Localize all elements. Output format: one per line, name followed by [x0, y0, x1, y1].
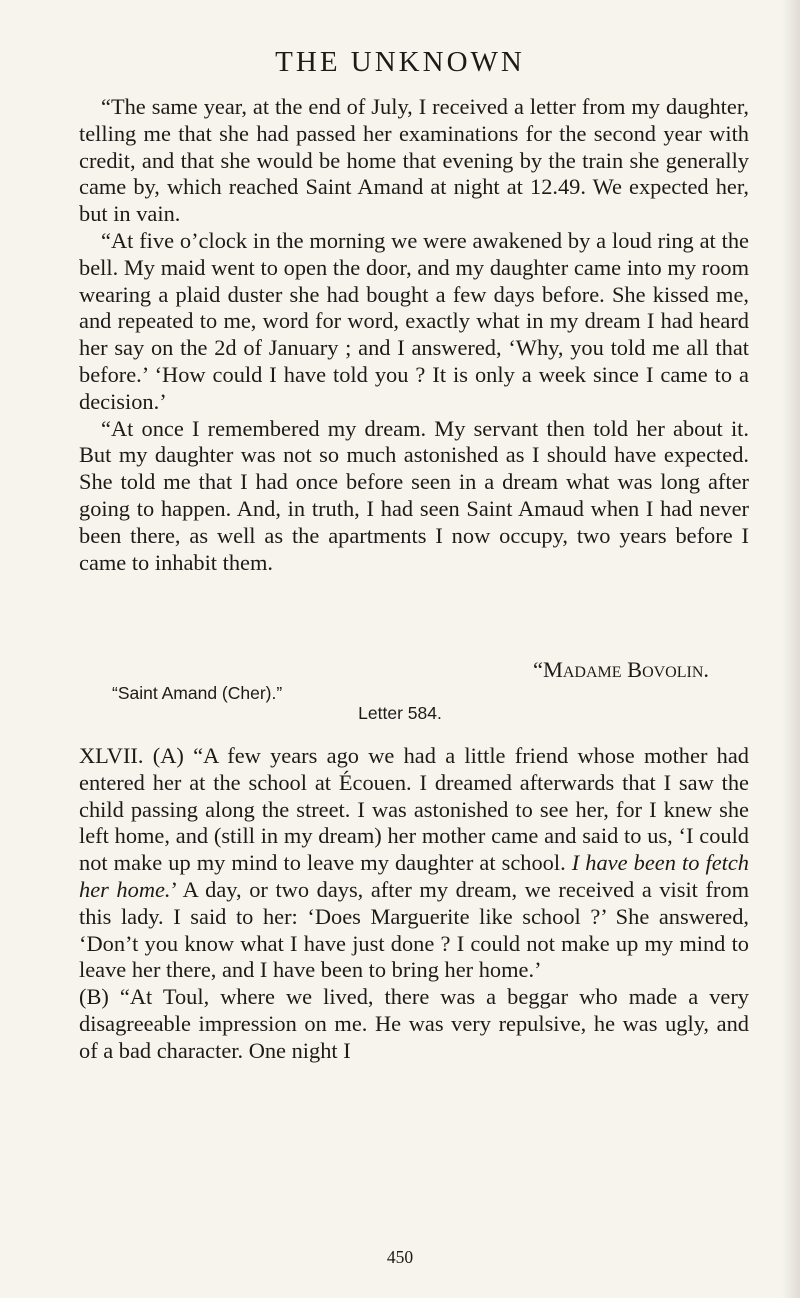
case-b-label: (B) — [79, 984, 109, 1010]
running-head: THE UNKNOWN — [275, 46, 525, 78]
case-a-paragraph — [79, 743, 749, 984]
case-a-text-end: ’ A day, or two days, after my dream, we received a visit from this lady. I said to her: ‘Does Marguerite like school ?’ She answered, ‘Don’t you know what I have just done ? I could not make up my mind to leave her there, and I have been to bring her home.’ — [79, 876, 750, 983]
page-edge-shadow — [782, 0, 800, 1298]
paragraph-3: “At once I remembered my dream. My servant then told her about it. But my daughter was not so much astonished as I should have expected. She told me that I had once before seen in a dream what was long after going to happen. And, in truth, I had seen Saint Amaud when I had never been there, as well as the apartments I now occupy, two years before I came to inhabit them. — [79, 415, 749, 575]
case-b-text: “At Toul, where we lived, there was a beggar who made a very disagreeable impression on me. He was very repulsive, he was ugly, and of a bad character. One night I — [79, 984, 749, 1063]
case-a-italic: I have been to fetch her home. — [79, 850, 749, 902]
case-a-label: XLVII. (A) — [79, 743, 184, 768]
letter-number: Letter 584. — [358, 703, 442, 723]
paragraph-1: “The same year, at the end of July, I received a letter from my daughter, telling me that she had passed her examinations for the second year with credit, and that she would be home that evening by the train she generally came by, which reached Saint Amand at night at 12.49. We expected her, but in vain. — [79, 94, 749, 227]
signature: “Madame Bovolin. — [533, 657, 709, 682]
source-location: “Saint Amand (Cher).” — [112, 683, 283, 703]
case-b-paragraph — [79, 984, 749, 1064]
case-section — [79, 743, 749, 1065]
page-number: 450 — [386, 1247, 414, 1267]
paragraph-2: “At five o’clock in the morning we were awakened by a loud ring at the bell. My maid went to open the door, and my daughter came into my room wearing a plaid duster she had bought a few days before. She kissed me, and repeated to me, word for word, exactly what in my dream I had heard her say on the 2d of January ; and I answered, ‘Why, you told me all that before.’ ‘How could I have told you ? It is only a week since I came to a decision.’ — [79, 227, 749, 414]
letter-body — [79, 94, 749, 576]
case-a-text: “A few years ago we had a little friend whose mother had entered her at the school at Écouen. I dreamed afterwards that I saw the child passing along the street. I was astonished to see her, for I knew she left home, and (still in my dream) her mother came and said to us, ‘I could not make up my mind to leave my daughter at school. — [79, 743, 750, 876]
